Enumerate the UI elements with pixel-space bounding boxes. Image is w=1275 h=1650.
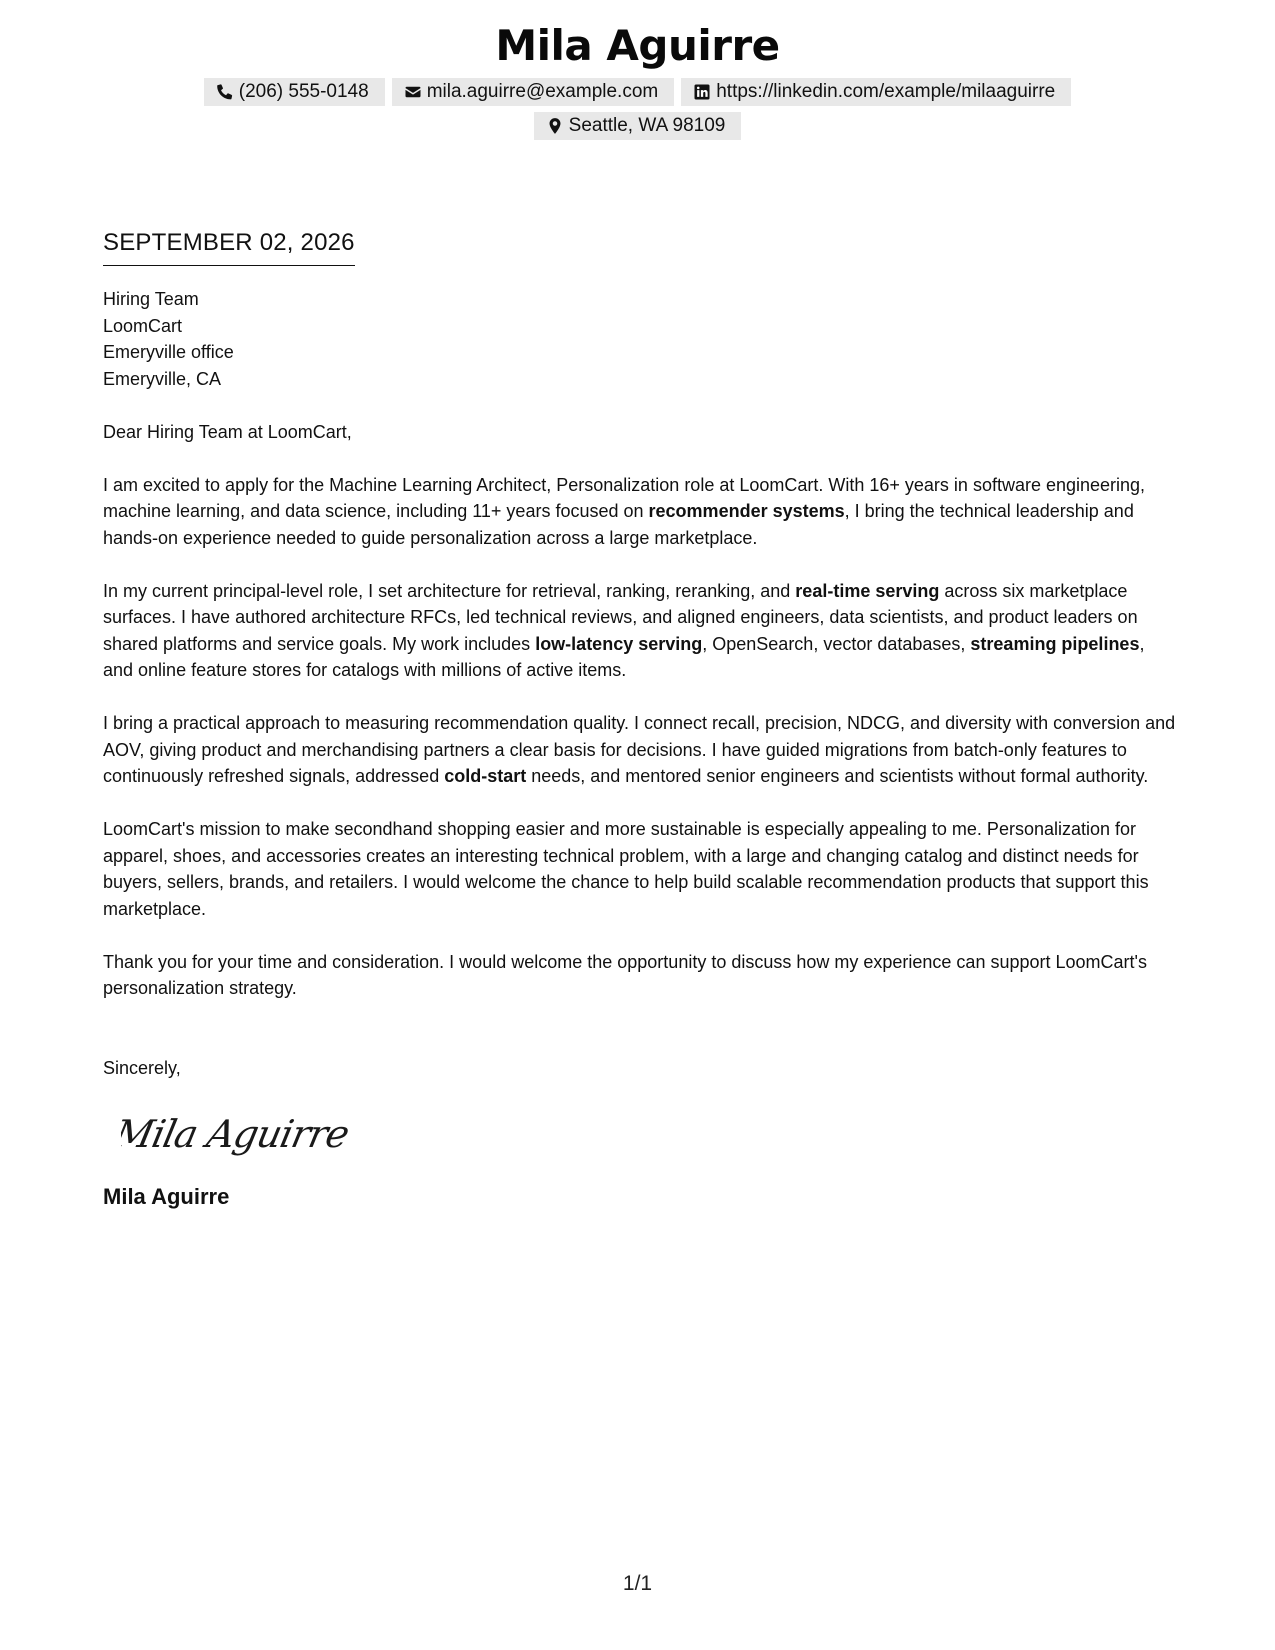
paragraph-text: , I bring the technical leadership and hands-on experience needed to guide personalization across a large marketplace. bbox=[103, 501, 1134, 548]
location-text: Seattle, WA 98109 bbox=[568, 115, 726, 136]
email-chip bbox=[392, 78, 675, 106]
contact-row-secondary bbox=[0, 112, 1275, 140]
location-chip bbox=[534, 112, 742, 140]
letter-body bbox=[103, 228, 1178, 1211]
linkedin-icon bbox=[693, 83, 711, 101]
paragraph-text: across six marketplace surfaces. I have authored architecture RFCs, led technical reviews, and aligned engineers, data scientists, and product leaders on shared platforms and service goals. My work includes bbox=[103, 580, 1138, 654]
email-text: mila.aguirre@example.com bbox=[426, 81, 659, 102]
page-number: 1/1 bbox=[622, 1572, 653, 1595]
phone-chip bbox=[204, 78, 385, 106]
applicant-name: Mila Aguirre bbox=[495, 21, 780, 70]
svg-text:Mila Aguirre: Mila Aguirre bbox=[121, 1112, 353, 1157]
letter-date: SEPTEMBER 02, 2026 bbox=[103, 228, 355, 266]
paragraph-text: I bring a practical approach to measuring recommendation quality. I connect recall, precision, NDCG, and diversity with conversion and AOV, giving product and merchandising partners a clear basis for decisions. I have guided migrations from batch-only features to continuously refreshed signals, addressed bbox=[103, 713, 1176, 786]
letter-header bbox=[0, 18, 1275, 140]
phone-icon bbox=[216, 83, 234, 101]
contact-row-primary bbox=[0, 78, 1275, 106]
linkedin-text: https://linkedin.com/example/milaaguirre bbox=[716, 81, 1056, 102]
paragraph-1 bbox=[103, 472, 1178, 552]
phone-text: (206) 555-0148 bbox=[238, 81, 369, 102]
emphasis-text: low-latency serving bbox=[535, 633, 703, 654]
map-pin-icon bbox=[546, 117, 564, 135]
paragraph-text: , OpenSearch, vector databases, bbox=[702, 633, 971, 654]
paragraph-text: , and online feature stores for catalogs with millions of active items. bbox=[103, 633, 1145, 680]
linkedin-chip bbox=[681, 78, 1071, 106]
paragraph-text: In my current principal-level role, I set architecture for retrieval, ranking, reranking, and bbox=[103, 580, 796, 601]
closing: Sincerely, bbox=[103, 1057, 181, 1078]
paragraph-2 bbox=[103, 578, 1178, 684]
handwritten-signature bbox=[121, 1105, 1178, 1165]
paragraph-text: needs, and mentored senior engineers and scientists without formal authority. bbox=[526, 766, 1149, 786]
recipient-block bbox=[103, 286, 1178, 392]
emphasis-text: streaming pipelines bbox=[970, 633, 1140, 654]
paragraph-3 bbox=[103, 710, 1178, 790]
recipient-line: Hiring Team bbox=[103, 289, 199, 309]
paragraph-5: Thank you for your time and consideration. I would welcome the opportunity to discuss how my experience can support LoomCart's personalization strategy. bbox=[103, 951, 1147, 998]
envelope-icon bbox=[404, 83, 422, 101]
emphasis-text: cold-start bbox=[444, 766, 527, 786]
recipient-line: LoomCart bbox=[103, 315, 183, 336]
paragraph-4: LoomCart's mission to make secondhand shopping easier and more sustainable is especially appealing to me. Personalization for apparel, shoes, and accessories creates an interesting technical problem, with a large and changing catalog and distinct needs for buyers, sellers, brands, and retailers. I would welcome the chance to help build scalable recommendation products that support this marketplace. bbox=[103, 819, 1149, 919]
recipient-line: Emeryville, CA bbox=[103, 368, 222, 389]
emphasis-text: real-time serving bbox=[795, 580, 940, 601]
salutation: Dear Hiring Team at LoomCart, bbox=[103, 421, 352, 442]
recipient-line: Emeryville office bbox=[103, 342, 234, 362]
signer-name: Mila Aguirre bbox=[103, 1184, 230, 1209]
paragraph-text: I am excited to apply for the Machine Learning Architect, Personalization role at LoomCart. With 16+ years in software engineering, machine learning, and data science, including 11+ years focused on bbox=[103, 474, 1146, 521]
emphasis-text: recommender systems bbox=[648, 501, 845, 521]
